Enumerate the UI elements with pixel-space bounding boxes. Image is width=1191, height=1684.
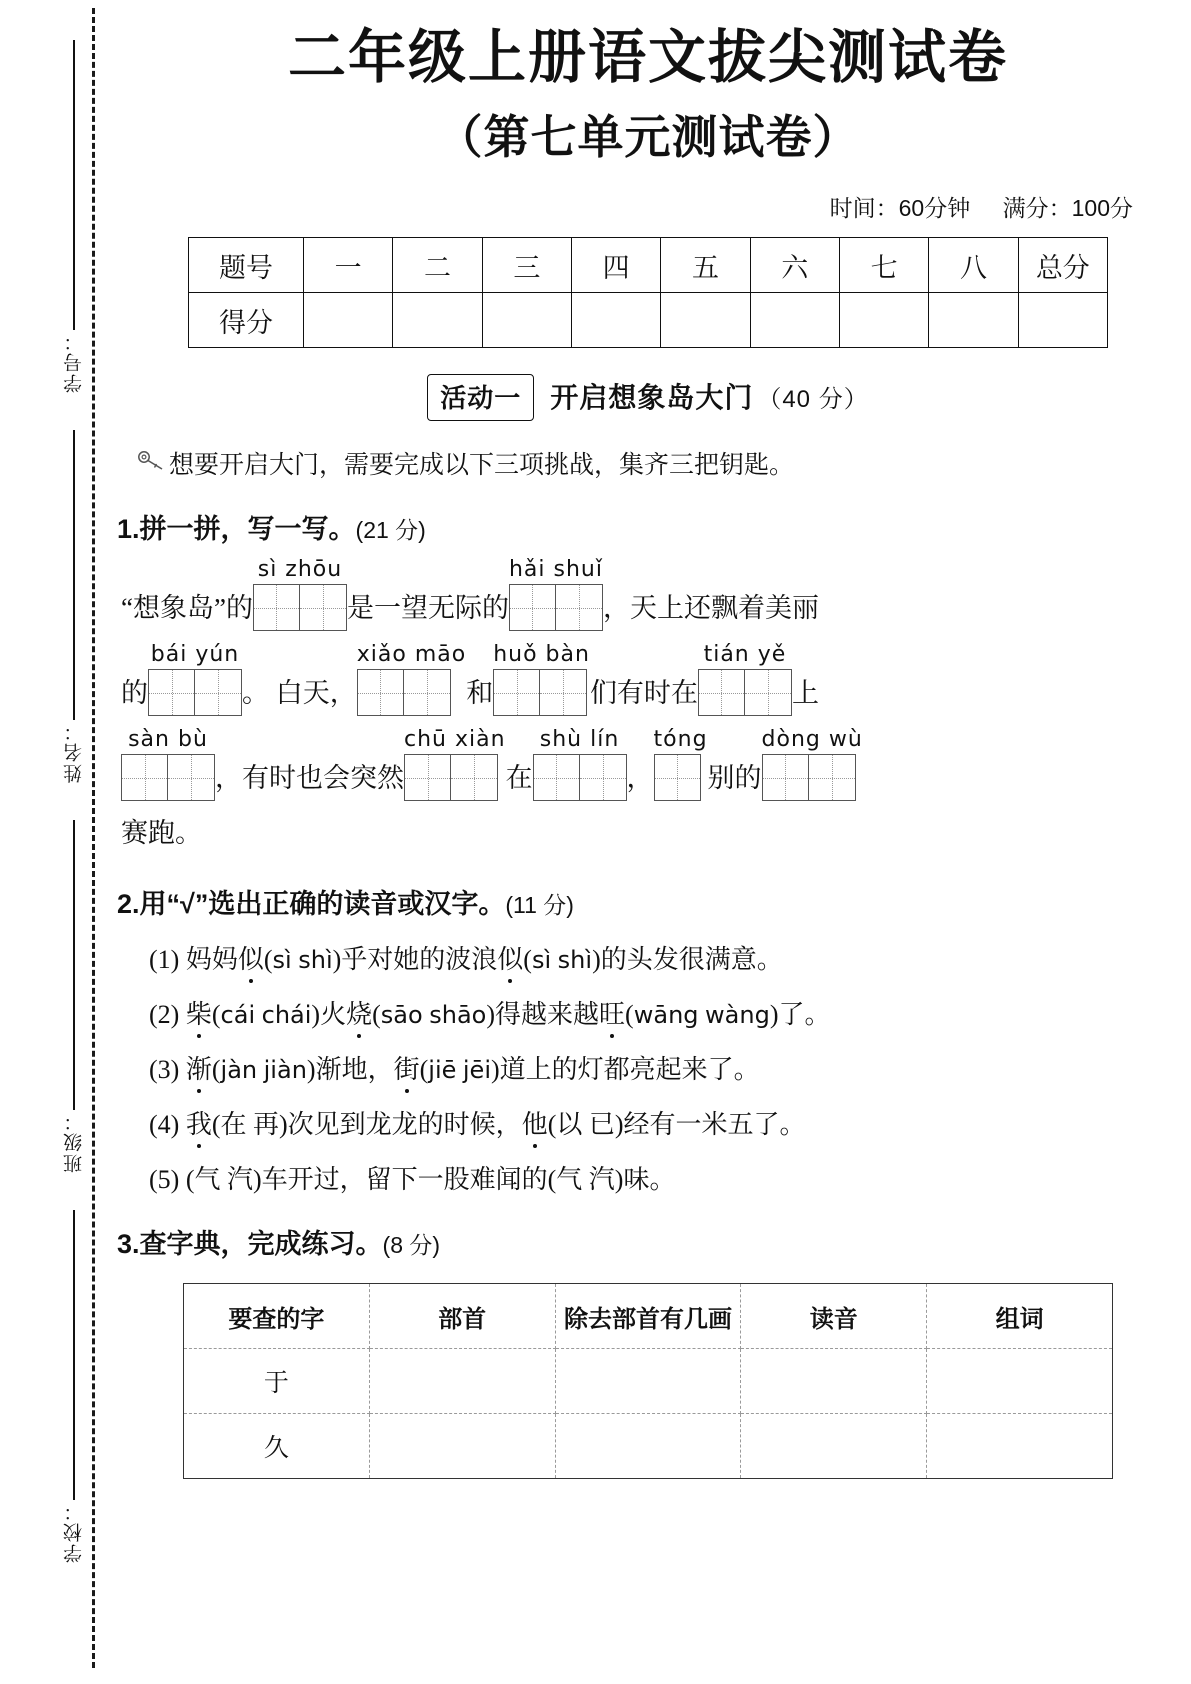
tianzige-cells[interactable] [121,754,215,801]
tianzige-cell[interactable] [168,754,215,801]
emphasis-char: 街 [393,1055,420,1085]
question-3-title: 查字典，完成练习。 [139,1229,383,1260]
pinyin-label: chū xiàn [404,727,506,753]
tianzige-cell[interactable] [451,754,498,801]
dictionary-answer-cell[interactable] [741,1414,927,1479]
pinyin-option[interactable]: n [739,1001,755,1030]
question-1-number: 1. [117,514,140,545]
dictionary-query-char: 久 [184,1414,370,1479]
tianzige-cells[interactable] [533,754,627,801]
score-column-header: 一 [304,238,393,293]
key-icon [137,448,165,479]
tianzige-cell[interactable] [809,754,856,801]
activity-heading [105,374,1191,421]
question-3-heading [117,1222,1191,1261]
pinyin-option[interactable]: n [291,1056,307,1085]
sentence-text: 是一望无际的 [346,593,509,624]
sentence-text: ，天上还飘着美丽 [602,593,819,624]
dictionary-column-header: 要查的字 [184,1284,370,1349]
tianzige-cell[interactable] [195,669,242,716]
pinyin-option[interactable]: h [274,1001,291,1030]
tianzige-cells[interactable] [493,669,590,716]
score-input-cell[interactable] [839,293,928,348]
score-column-header: 八 [929,238,1018,293]
score-column-header: 四 [571,238,660,293]
pinyin-label: shù lín [539,727,620,753]
dictionary-column-header: 部首 [369,1284,555,1349]
margin-label-xingming: 姓名： [63,720,85,783]
pinyin-label: hǎi shuǐ [508,557,603,583]
pinyin-label: sì zhōu [257,557,343,583]
sentence-text: 。 白天， [242,678,357,709]
answer-rule [73,40,75,330]
pinyin-answer-box[interactable] [509,556,603,631]
margin-field-banji [46,820,102,1179]
pinyin-option[interactable]: ā [653,1001,669,1030]
sentence-text: ， [626,763,654,794]
tianzige-cells[interactable] [148,669,242,716]
question-1-line2 [121,641,1191,716]
question-1-body [121,556,1191,801]
activity-intro [137,445,1191,481]
pinyin-option[interactable]: ì [285,946,292,975]
pinyin-label: dòng wù [761,727,863,753]
sentence-text: 在 [505,763,533,794]
question-1-title: 拼一拼，写一写。 [139,514,356,545]
pinyin-label: xiǎo māo [356,642,467,668]
score-column-header: 三 [482,238,571,293]
exam-total-score: 满分：100分 [1002,195,1133,222]
sentence-text: 们有时在 [589,678,698,709]
score-column-header: 五 [661,238,750,293]
score-table-row [189,238,1108,293]
score-input-cell[interactable] [393,293,482,348]
pinyin-option[interactable]: ē [469,1056,485,1085]
pinyin-option[interactable]: i [270,1056,277,1085]
pinyin-option[interactable]: n [241,1056,258,1085]
tianzige-cell[interactable] [357,669,404,716]
score-row-label: 得分 [189,293,304,348]
tianzige-cells[interactable] [698,669,792,716]
pinyin-answer-box[interactable] [404,726,506,801]
pinyin-option[interactable]: ì [544,946,552,975]
pinyin-option[interactable]: w [705,1001,725,1030]
margin-field-xingming [46,430,102,789]
dictionary-query-char: 于 [184,1349,370,1414]
pinyin-option[interactable]: ā [456,1001,472,1030]
tianzige-cell[interactable] [556,584,603,631]
pinyin-option[interactable]: à [227,1056,242,1085]
dictionary-column-header: 读音 [741,1284,927,1349]
question-2-item[interactable]: (1) 妈妈似(sì shì)乎对她的波浪似(sì shì)的头发很满意。 [149,945,783,975]
tianzige-cell[interactable] [540,669,587,716]
pinyin-option[interactable]: h [441,1001,457,1030]
margin-label-xuehao: 学号： [63,330,85,393]
score-input-cell[interactable] [661,293,750,348]
pinyin-option[interactable]: ì [325,946,333,975]
question-2-item[interactable]: (2) 柴(cái chái)火烧(sāo shāo)得越来越旺(wāng wàng)了。 [149,1000,831,1030]
sentence-text: 别的 [707,763,762,794]
dictionary-table [183,1283,1113,1479]
margin-label-banji: 班级： [63,1110,85,1173]
tianzige-cell[interactable] [493,669,540,716]
sentence-text: 的 [121,678,148,709]
pinyin-answer-box[interactable] [493,641,590,716]
score-column-header: 总分 [1018,238,1107,293]
pinyin-answer-box[interactable] [253,556,347,631]
pinyin-option[interactable]: j [263,1056,271,1085]
question-1-line4-text: 赛跑。 [121,818,202,849]
exam-time: 时间：60分钟 [829,195,971,222]
activity-title [550,376,868,416]
pinyin-option[interactable]: s [531,946,545,975]
pinyin-option[interactable]: s [380,1001,394,1030]
pinyin-label: tóng [653,727,708,753]
pinyin-option[interactable]: s [557,946,571,975]
pinyin-option[interactable]: h [570,946,586,975]
tianzige-cells[interactable] [253,584,347,631]
pinyin-option[interactable]: g [683,1001,699,1030]
answer-rule [73,430,75,720]
pinyin-answer-box[interactable] [654,726,708,801]
emphasis-char: 似 [497,945,524,975]
emphasis-char: 似 [237,945,264,975]
score-input-cell[interactable] [1018,293,1107,348]
tianzige-cell[interactable] [300,584,347,631]
score-table-row [189,293,1108,348]
question-1-line3 [121,726,1191,801]
question-2-item[interactable]: (3) 渐(jàn jiàn)渐地，街(jiē jēi)道上的灯都亮起来了。 [149,1055,760,1085]
question-3-points: (8 分) [382,1232,441,1259]
score-input-cell[interactable] [571,293,660,348]
pinyin-option[interactable]: n [668,1001,684,1030]
dictionary-answer-cell[interactable] [555,1414,741,1479]
emphasis-char: 我 [185,1110,212,1140]
activity-title-text: 开启想象岛大门 [550,382,754,414]
pinyin-option[interactable]: i [434,1056,442,1085]
pinyin-answer-box[interactable] [698,641,792,716]
tianzige-cell[interactable] [533,754,580,801]
dictionary-table-container [183,1283,1113,1479]
tianzige-cell[interactable] [745,669,792,716]
dictionary-column-header: 除去部首有几画 [555,1284,741,1349]
pinyin-answer-box[interactable] [148,641,242,716]
score-input-cell[interactable] [482,293,571,348]
score-table [188,237,1108,348]
question-1-line1 [121,556,1191,631]
tianzige-cells[interactable] [762,754,863,801]
question-3-number: 3. [117,1229,140,1260]
dictionary-answer-cell[interactable] [369,1414,555,1479]
dictionary-table-row [184,1349,1113,1414]
activity-badge: 活动一 [427,374,534,421]
pinyin-answer-box[interactable] [533,726,627,801]
pinyin-option[interactable]: i [304,1001,312,1030]
pinyin-option[interactable]: o [471,1001,487,1030]
question-2-number: 2. [117,889,140,920]
tianzige-cell[interactable] [698,669,745,716]
tianzige-cell[interactable] [404,669,451,716]
pinyin-label: bái yún [150,642,240,668]
score-row-label: 题号 [189,238,304,293]
pinyin-option[interactable]: á [290,1001,305,1030]
score-column-header: 二 [393,238,482,293]
pinyin-option[interactable]: h [310,946,326,975]
question-2-items [105,939,1191,1196]
score-input-cell[interactable] [304,293,393,348]
pinyin-option[interactable]: á [233,1001,249,1030]
pinyin-option[interactable]: ē [441,1056,457,1085]
dictionary-answer-cell[interactable] [369,1349,555,1414]
score-column-header: 七 [839,238,928,293]
exam-page [105,0,1191,1684]
question-1-points: (21 分) [355,517,426,544]
answer-rule [73,820,75,1110]
dictionary-answer-cell[interactable] [927,1414,1113,1479]
binding-margin [0,0,105,1684]
question-1-line4 [121,811,1191,856]
answer-rule [73,1210,75,1500]
tianzige-cell[interactable] [253,584,300,631]
dictionary-table-row [184,1414,1113,1479]
pinyin-option[interactable]: j [220,1056,228,1085]
question-1-heading [117,507,1191,546]
dictionary-answer-cell[interactable] [555,1349,741,1414]
emphasis-char: 柴 [185,1000,212,1030]
tianzige-cells[interactable] [404,754,506,801]
pinyin-option[interactable]: j [428,1056,435,1085]
pinyin-option[interactable]: s [429,1001,442,1030]
tianzige-cell[interactable] [509,584,556,631]
pinyin-option[interactable]: à [276,1056,292,1085]
emphasis-char: 旺 [599,1000,626,1030]
question-2-points: (11 分) [505,892,574,919]
sentence-text: 和 [466,678,494,709]
pinyin-option[interactable]: j [462,1056,470,1085]
pinyin-answer-box[interactable] [357,641,466,716]
page-subtitle: （第七单元测试卷） [436,110,860,163]
pinyin-option[interactable]: s [298,946,311,975]
emphasis-char: 他 [521,1110,548,1140]
page-title: 二年级上册语文拔尖测试卷 [287,25,1008,90]
pinyin-label: sàn bù [128,727,208,753]
dictionary-answer-cell[interactable] [927,1349,1113,1414]
question-2-title: 用“√”选出正确的读音或汉字。 [139,889,506,920]
activity-intro-text: 想要开启大门，需要完成以下三项挑战，集齐三把钥匙。 [169,452,795,480]
pinyin-option[interactable]: c [261,1001,275,1030]
pinyin-answer-box[interactable] [762,726,863,801]
sentence-text: 上 [791,678,819,709]
dictionary-column-header: 组词 [927,1284,1113,1349]
tianzige-cells[interactable] [357,669,466,716]
pinyin-option[interactable]: w [633,1001,654,1030]
pinyin-option[interactable]: ì [585,946,593,975]
exam-meta [105,190,1191,223]
sentence-text: “想象岛”的 [121,593,253,624]
score-input-cell[interactable] [750,293,839,348]
margin-label-xuexiao: 学校： [63,1500,85,1563]
tianzige-cell[interactable] [121,754,168,801]
pinyin-answer-box[interactable] [121,726,215,801]
pinyin-label: huǒ bàn [493,642,590,668]
pinyin-option[interactable]: o [408,1001,423,1030]
emphasis-char: 烧 [346,1000,373,1030]
margin-field-xuexiao [46,1210,102,1569]
tianzige-cell[interactable] [580,754,627,801]
dictionary-answer-cell[interactable] [741,1349,927,1414]
pinyin-option[interactable]: i [484,1056,491,1085]
tianzige-cell[interactable] [762,754,809,801]
pinyin-option[interactable]: c [220,1001,234,1030]
tianzige-cell[interactable] [404,754,451,801]
pinyin-label: tián yě [703,642,787,668]
tianzige-cell[interactable] [148,669,195,716]
activity-points: （40 分） [757,386,869,414]
score-table-container [188,237,1108,348]
pinyin-option[interactable]: g [754,1001,770,1030]
tianzige-cells[interactable] [509,584,603,631]
margin-field-xuehao [46,40,102,399]
score-input-cell[interactable] [929,293,1018,348]
score-column-header: 六 [750,238,839,293]
question-2-item[interactable]: (5) (气 汽)车开过，留下一股难闻的(气 汽)味。 [149,1165,676,1195]
emphasis-char: 渐 [185,1055,212,1085]
question-2-heading [117,882,1191,921]
sentence-text: ，有时也会突然 [215,763,404,794]
tianzige-cell[interactable] [654,754,701,801]
pinyin-option[interactable]: ā [393,1001,409,1030]
pinyin-option[interactable]: s [272,946,286,975]
tianzige-cells[interactable] [654,754,708,801]
question-2-item[interactable]: (4) 我(在 再)次见到龙龙的时候，他(以 已)经有一米五了。 [149,1110,806,1140]
pinyin-option[interactable]: i [248,1001,256,1030]
pinyin-option[interactable]: à [724,1001,740,1030]
